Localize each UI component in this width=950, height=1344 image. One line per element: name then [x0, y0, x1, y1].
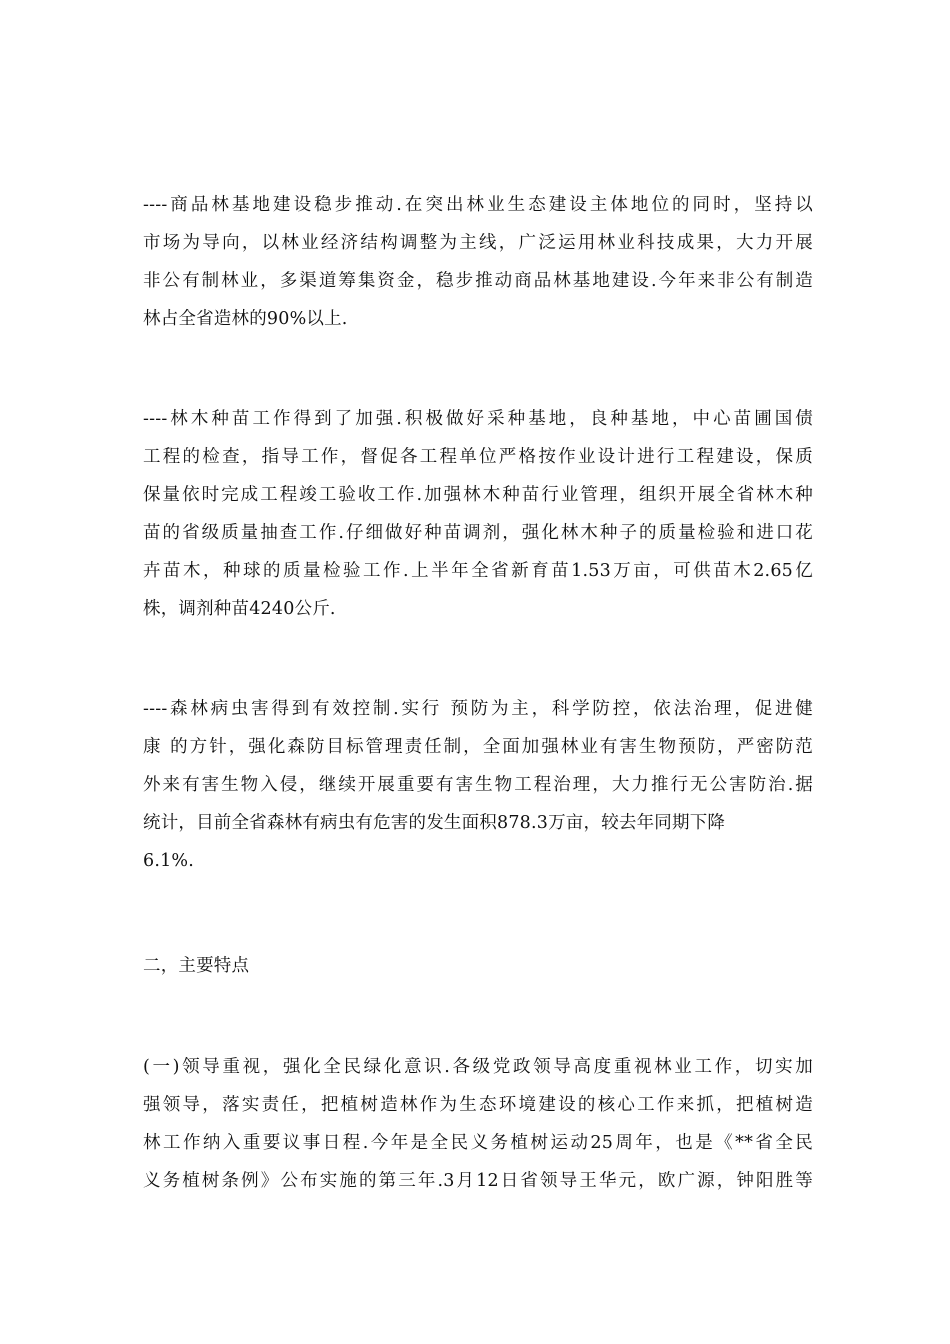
paragraph-3-line-1: ----森林病虫害得到有效控制.实行 预防为主，科学防控，依法治理，促进健: [143, 699, 813, 719]
section-heading: 二，主要特点: [143, 956, 250, 976]
paragraph-2-line-1: ----林木种苗工作得到了加强.积极做好采种基地，良种基地，中心苗圃国债: [143, 409, 813, 429]
paragraph-1-line-3: 非公有制林业，多渠道筹集资金，稳步推动商品林基地建设.今年来非公有制造: [143, 271, 813, 291]
paragraph-4-line-2: 强领导，落实责任，把植树造林作为生态环境建设的核心工作来抓，把植树造: [143, 1095, 813, 1115]
paragraph-2-line-5: 卉苗木，种球的质量检验工作.上半年全省新育苗1.53万亩，可供苗木2.65亿: [143, 561, 813, 581]
paragraph-1-line-2: 市场为导向，以林业经济结构调整为主线，广泛运用林业科技成果，大力开展: [143, 233, 813, 253]
paragraph-2-line-2: 工程的检查，指导工作，督促各工程单位严格按作业设计进行工程建设，保质: [143, 447, 813, 467]
paragraph-2-line-3: 保量依时完成工程竣工验收工作.加强林木种苗行业管理，组织开展全省林木种: [143, 485, 813, 505]
paragraph-4-line-3: 林工作纳入重要议事日程.今年是全民义务植树运动25周年，也是《**省全民: [143, 1133, 813, 1153]
paragraph-1-line-4: 林占全省造林的90%以上.: [143, 309, 348, 329]
paragraph-3-line-4: 统计，目前全省森林有病虫有危害的发生面积878.3万亩，较去年同期下降: [143, 813, 726, 833]
paragraph-3-line-5: 6.1%.: [143, 851, 195, 871]
paragraph-3-line-3: 外来有害生物入侵，继续开展重要有害生物工程治理，大力推行无公害防治.据: [143, 775, 813, 795]
paragraph-2-line-6: 株，调剂种苗4240公斤.: [143, 599, 336, 619]
paragraph-4-line-4: 义务植树条例》公布实施的第三年.3月12日省领导王华元，欧广源，钟阳胜等: [143, 1171, 813, 1191]
paragraph-4-line-1: (一)领导重视，强化全民绿化意识.各级党政领导高度重视林业工作，切实加: [143, 1057, 813, 1077]
paragraph-2-line-4: 苗的省级质量抽查工作.仔细做好种苗调剂，强化林木种子的质量检验和进口花: [143, 523, 813, 543]
paragraph-1-line-1: ----商品林基地建设稳步推动.在突出林业生态建设主体地位的同时，坚持以: [143, 195, 813, 215]
paragraph-3-line-2: 康 的方针，强化森防目标管理责任制，全面加强林业有害生物预防，严密防范: [143, 737, 813, 757]
